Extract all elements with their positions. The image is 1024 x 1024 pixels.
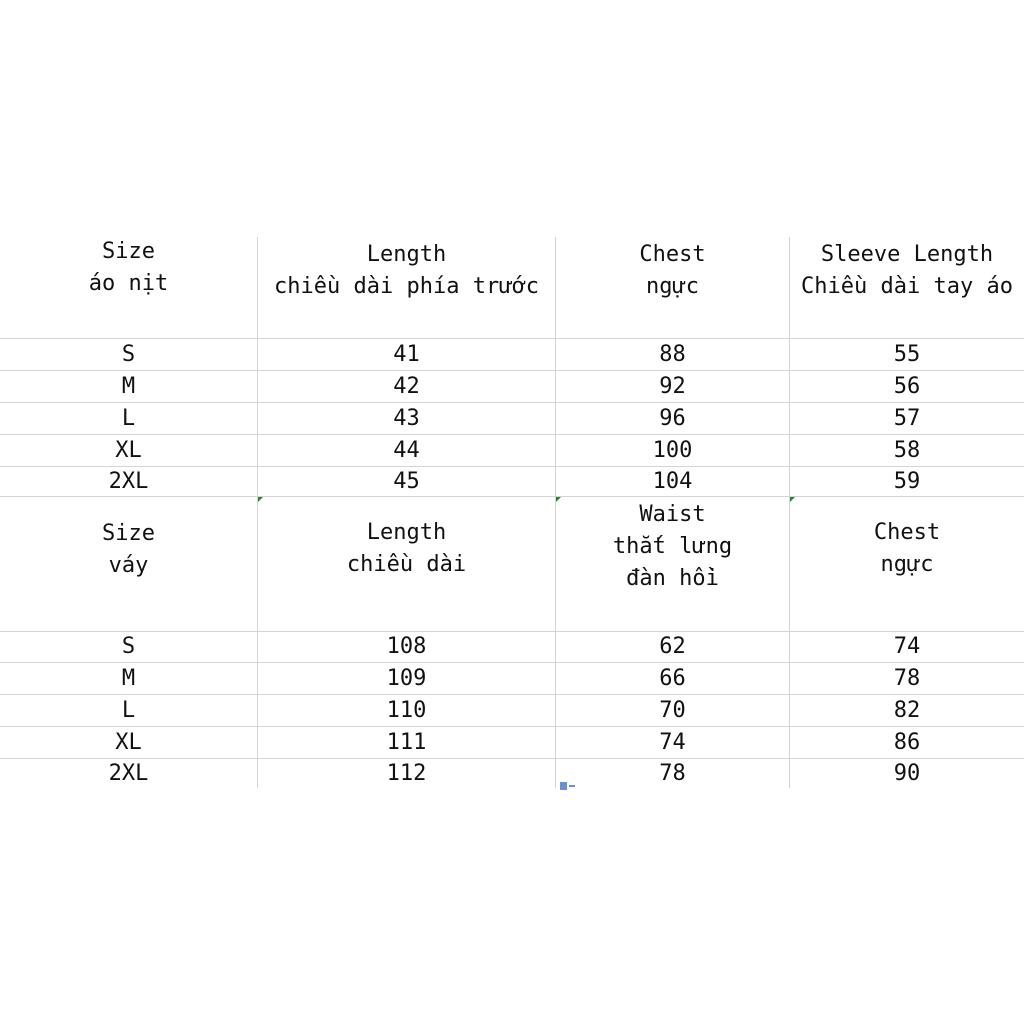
table-cell[interactable]: XL: [115, 729, 142, 755]
table-cell[interactable]: M: [121, 373, 136, 399]
table-cell[interactable]: 70: [659, 697, 686, 723]
table-cell[interactable]: 57: [893, 405, 921, 431]
table-cell[interactable]: 44: [393, 437, 420, 463]
table-cell[interactable]: 109: [386, 665, 427, 691]
header-cell[interactable]: Length chiều dài: [346, 520, 467, 577]
table-cell[interactable]: 78: [659, 761, 686, 786]
table-cell[interactable]: 55: [893, 341, 921, 367]
table-cell[interactable]: 111: [386, 729, 427, 755]
table-cell[interactable]: L: [121, 405, 136, 431]
table-cell[interactable]: 59: [893, 468, 921, 494]
cell-marker-icon: [258, 497, 263, 502]
table-cell[interactable]: 110: [386, 697, 427, 723]
table-cell[interactable]: 74: [659, 729, 686, 755]
table-cell[interactable]: 100: [652, 437, 693, 463]
table-cell[interactable]: 58: [893, 437, 921, 463]
table-cell[interactable]: 78: [893, 665, 921, 691]
table-cell[interactable]: 56: [893, 373, 921, 399]
header-cell[interactable]: Chest ngực: [639, 242, 706, 299]
table-cell[interactable]: XL: [115, 437, 142, 463]
table-cell[interactable]: S: [121, 634, 136, 659]
header-cell[interactable]: Waist thắt lưng đàn hồi: [612, 502, 733, 591]
table-cell[interactable]: 92: [659, 373, 686, 399]
table-cell[interactable]: 2XL: [108, 761, 149, 786]
header-cell[interactable]: Chest ngực: [873, 520, 941, 577]
table-cell[interactable]: 112: [386, 761, 427, 786]
table-cell[interactable]: 62: [659, 634, 686, 659]
table-cell[interactable]: 45: [393, 468, 420, 494]
table-cell[interactable]: 90: [893, 761, 921, 786]
table-cell[interactable]: L: [121, 697, 136, 723]
table-cell[interactable]: 88: [659, 341, 686, 367]
row-divider: [0, 496, 1024, 497]
table-cell[interactable]: 82: [893, 697, 921, 723]
table-cell[interactable]: 41: [393, 341, 420, 367]
table-cell[interactable]: 42: [393, 373, 420, 399]
cell-marker-icon: [790, 497, 795, 502]
table-cell[interactable]: 43: [393, 405, 420, 431]
table-cell[interactable]: 2XL: [108, 468, 149, 494]
header-cell[interactable]: Length chiều dài phía trước: [274, 242, 539, 299]
table-cell[interactable]: 86: [893, 729, 921, 755]
header-cell[interactable]: Sleeve Length Chiều dài tay áo: [801, 242, 1013, 299]
table-cell[interactable]: 104: [652, 468, 693, 494]
table-cell[interactable]: 66: [659, 665, 686, 691]
table-cell[interactable]: 108: [386, 634, 427, 659]
table-cell[interactable]: 74: [893, 634, 921, 659]
header-cell[interactable]: Size áo nịt: [88, 239, 169, 296]
header-cell[interactable]: Size váy: [102, 521, 155, 578]
table-cell[interactable]: 96: [659, 405, 686, 431]
table-cell[interactable]: M: [121, 665, 136, 691]
table-cell[interactable]: S: [121, 341, 136, 367]
